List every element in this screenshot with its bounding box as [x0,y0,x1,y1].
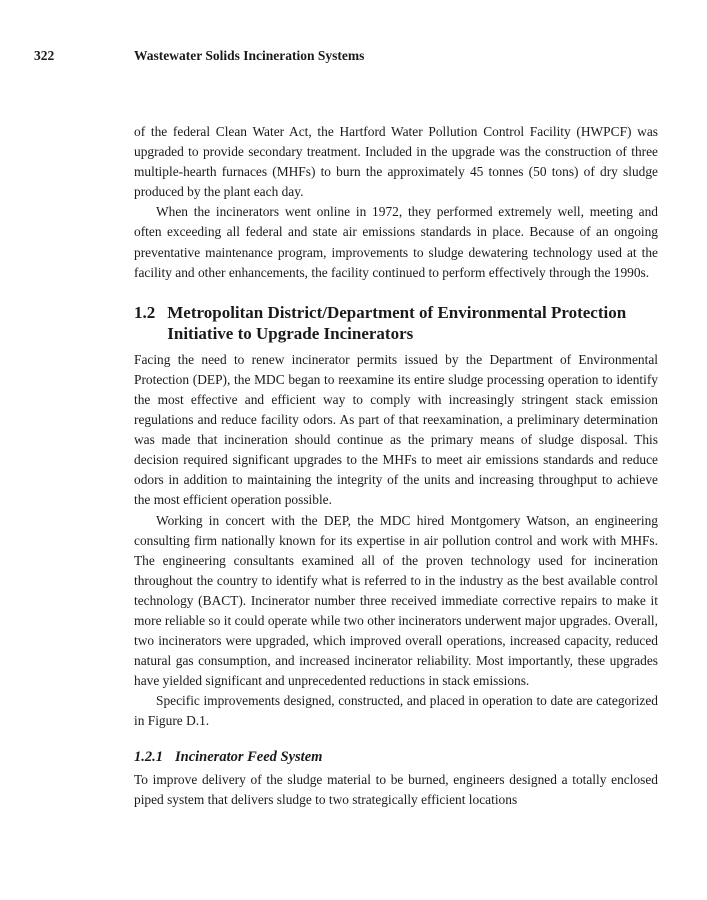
paragraph: Specific improvements designed, constructed, and placed in operation to date are categorized in Figure D.1. [134,693,658,729]
section-title: Metropolitan District/Department of Environmental Protection Initiative to Upgrade Incinerators [167,302,627,343]
section-heading-1-2 [134,302,658,344]
paragraph-continued: of the federal Clean Water Act, the Hartford Water Pollution Control Facility (HWPCF) was upgraded to provide secondary treatment. Included in the upgrade was the construction of three multiple-hearth furnaces (MHFs) to burn the approximately 45 tonnes (50 tons) of dry sludge produced by the plant each day. [134,124,658,200]
paragraph: Facing the need to renew incinerator permits issued by the Department of Environmental Protection (DEP), the MDC began to reexamine its entire sludge processing operation to identify the most effective and efficient way to comply with increasingly stringent stack emission regulations and reduce facility odors. As part of that reexamination, a preliminary determination was made that incineration should continue as the primary means of sludge disposal. This decision required significant upgrades to the MHFs to meet air emissions standards and reduce odors in addition to maintaining the integrity of the units and increasing throughput to achieve the most efficient operation possible. [134,351,658,508]
section-number: 1.2 [134,302,156,322]
subsection-title: Incinerator Feed System [175,748,323,765]
running-title: Wastewater Solids Incineration Systems [134,48,365,63]
page-body [134,122,658,810]
page-number: 322 [34,48,55,63]
paragraph: Working in concert with the DEP, the MDC hired Montgomery Watson, an engineering consulting firm nationally known for its expertise in air pollution control and work with MHFs. The engineering consultants examined all of the proven technology used for incineration throughout the country to identify what is referred to in the industry as the best available control technology (BACT). Incinerator number three received immediate corrective repairs to make it more reliable so it could operate while two other incinerators underwent major upgrades. Overall, two incinerators were upgraded, which improved overall operations, increased capacity, reduced natural gas consumption, and increased incinerator reliability. Most importantly, these upgrades have yielded significant and unprecedented reductions in stack emissions. [134,512,658,689]
paragraph: To improve delivery of the sludge material to be burned, engineers designed a totally enclosed piped system that delivers sludge to two strategically efficient locations [134,771,658,807]
subsection-heading-1-2-1 [134,748,658,766]
paragraph: When the incinerators went online in 1972, they performed extremely well, meeting and often exceeding all federal and state air emissions standards in place. Because of an ongoing preventative maintenance program, improvements to sludge dewatering technology used at the facility and other enhancements, the facility continued to perform effectively through the 1990s. [134,204,658,280]
subsection-number: 1.2.1 [134,748,163,765]
